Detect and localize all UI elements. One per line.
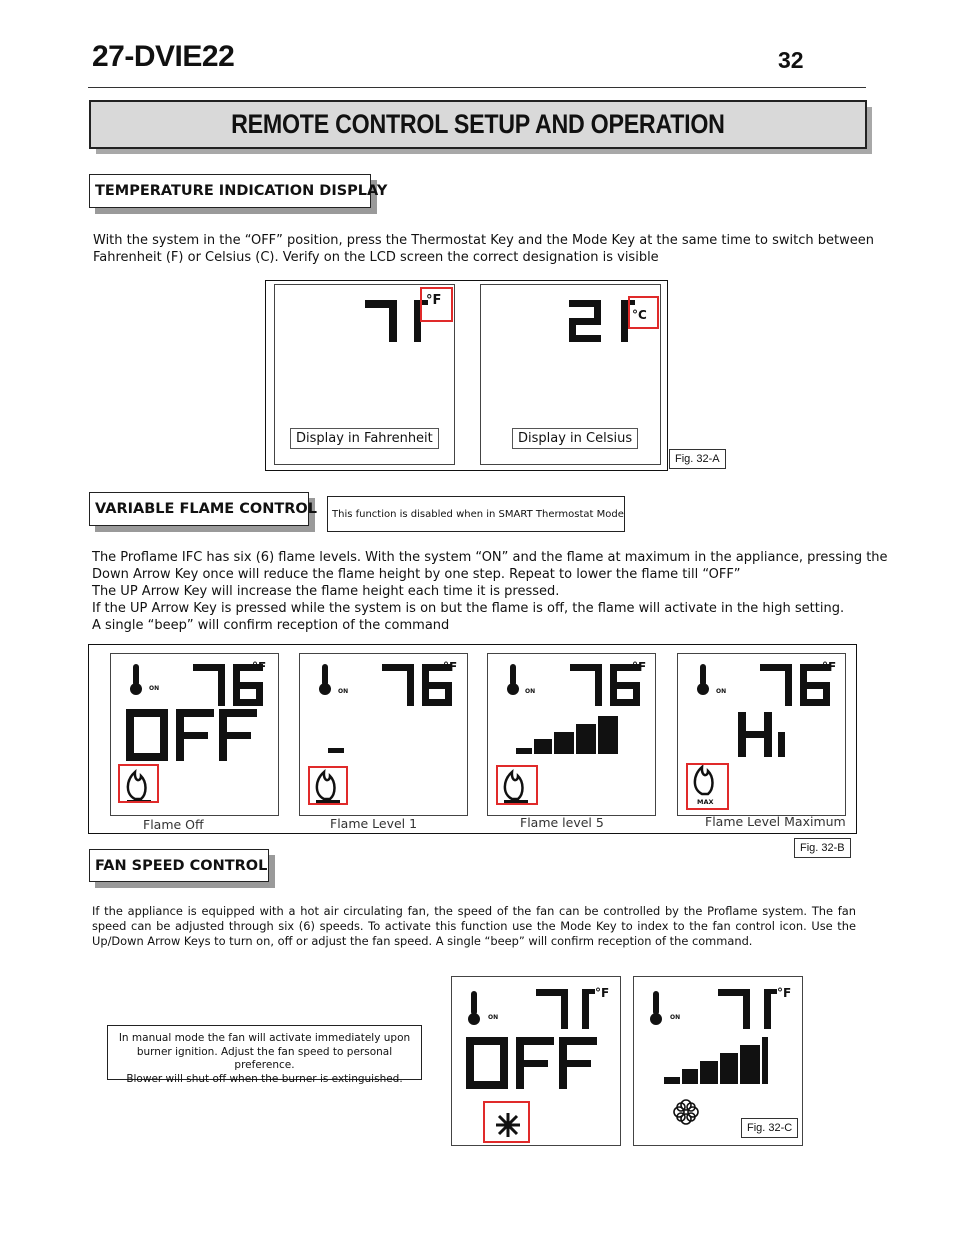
flame-off-highlight bbox=[118, 764, 159, 803]
fan-on-label-1: ON bbox=[488, 1014, 499, 1021]
fan-paragraph: If the appliance is equipped with a hot air circulating fan, the speed of the fan can be controlled by the Proflame system. The fan speed can be adjusted through six (6) speeds. To activate this function use the Mode Key to index to the fan control icon. Use the Up/Down Arrow Keys to turn on, off or adjust the fan speed. A single “beep” will confirm reception of the command. bbox=[92, 904, 856, 948]
unit-label-3: °F bbox=[632, 660, 647, 674]
flame-line-1: The Proflame IFC has six (6) flame levels. With the system “ON” and the flame at maximum in the appliance, pressing the bbox=[92, 550, 888, 565]
fan-heading: FAN SPEED CONTROL bbox=[89, 849, 269, 882]
celsius-unit: °C bbox=[632, 308, 647, 322]
flame-line-5: A single “beep” will confirm reception of the command bbox=[92, 618, 450, 633]
fan-unit-label-2: °F bbox=[777, 986, 792, 1000]
fan-note-line-3: Blower will shut off when the burner is extinguished. bbox=[126, 1072, 403, 1085]
unit-label-1: °F bbox=[252, 660, 267, 674]
unit-label-2: °F bbox=[443, 660, 458, 674]
flame-line-4: If the UP Arrow Key is pressed while the system is on but the flame is off, the flame will activate in the high setting. bbox=[92, 601, 845, 616]
flame-max-caption: Flame Level Maximum bbox=[705, 814, 846, 829]
temperature-line-1: With the system in the “OFF” position, press the Thermostat Key and the Mode Key at the same time to switch between bbox=[93, 233, 874, 248]
fan-note-line-2: burner ignition. Adjust the fan speed to personal preference. bbox=[136, 1045, 393, 1071]
on-label-3: ON bbox=[525, 688, 536, 695]
fahrenheit-caption: Display in Fahrenheit bbox=[290, 428, 439, 449]
fan-manual-note bbox=[107, 1025, 422, 1085]
document-title: 27-DVIE22 bbox=[92, 40, 235, 73]
flame-off-caption: Flame Off bbox=[143, 817, 204, 832]
flame-level-5-caption: Flame level 5 bbox=[520, 815, 604, 830]
flame-level-5-highlight bbox=[496, 765, 538, 805]
flame-paragraph bbox=[92, 549, 888, 634]
lcd-fan-off-graphics bbox=[452, 977, 620, 1145]
fan-on-label-2: ON bbox=[670, 1014, 681, 1021]
lcd-fan-off bbox=[451, 976, 621, 1146]
figure-label-32c: Fig. 32-C bbox=[741, 1118, 798, 1138]
fahrenheit-unit: °F bbox=[426, 293, 442, 308]
flame-heading: VARIABLE FLAME CONTROL bbox=[89, 492, 309, 526]
celsius-caption: Display in Celsius bbox=[512, 428, 638, 449]
max-badge: MAX bbox=[697, 798, 714, 806]
on-label-2: ON bbox=[338, 688, 349, 695]
on-label-4: ON bbox=[716, 688, 727, 695]
unit-label-4: °F bbox=[822, 660, 837, 674]
smart-mode-note: This function is disabled when in SMART Thermostat Mode bbox=[327, 496, 625, 532]
flame-line-2: Down Arrow Key once will reduce the flame height by one step. Repeat to lower the flame till “OFF” bbox=[92, 567, 741, 582]
fan-unit-label-1: °F bbox=[595, 986, 610, 1000]
temperature-heading: TEMPERATURE INDICATION DISPLAY bbox=[89, 174, 371, 208]
flame-level-1-highlight bbox=[308, 766, 348, 805]
on-label-1: ON bbox=[149, 685, 160, 692]
figure-label-32a: Fig. 32-A bbox=[669, 449, 726, 469]
section-banner bbox=[89, 100, 867, 149]
banner-title: REMOTE CONTROL SETUP AND OPERATION bbox=[231, 109, 725, 139]
fan-note-line-1: In manual mode the fan will activate immediately upon bbox=[118, 1032, 411, 1044]
flame-line-3: The UP Arrow Key will increase the flame height each time it is pressed. bbox=[92, 584, 560, 599]
fan-off-highlight bbox=[483, 1101, 530, 1143]
temperature-line-2: Fahrenheit (F) or Celsius (C). Verify on the LCD screen the correct designation is visible bbox=[93, 250, 659, 265]
flame-level-1-caption: Flame Level 1 bbox=[330, 816, 418, 831]
header-rule bbox=[88, 87, 866, 88]
figure-label-32b: Fig. 32-B bbox=[794, 838, 851, 858]
page-number: 32 bbox=[778, 47, 804, 73]
temperature-paragraph bbox=[93, 232, 874, 266]
